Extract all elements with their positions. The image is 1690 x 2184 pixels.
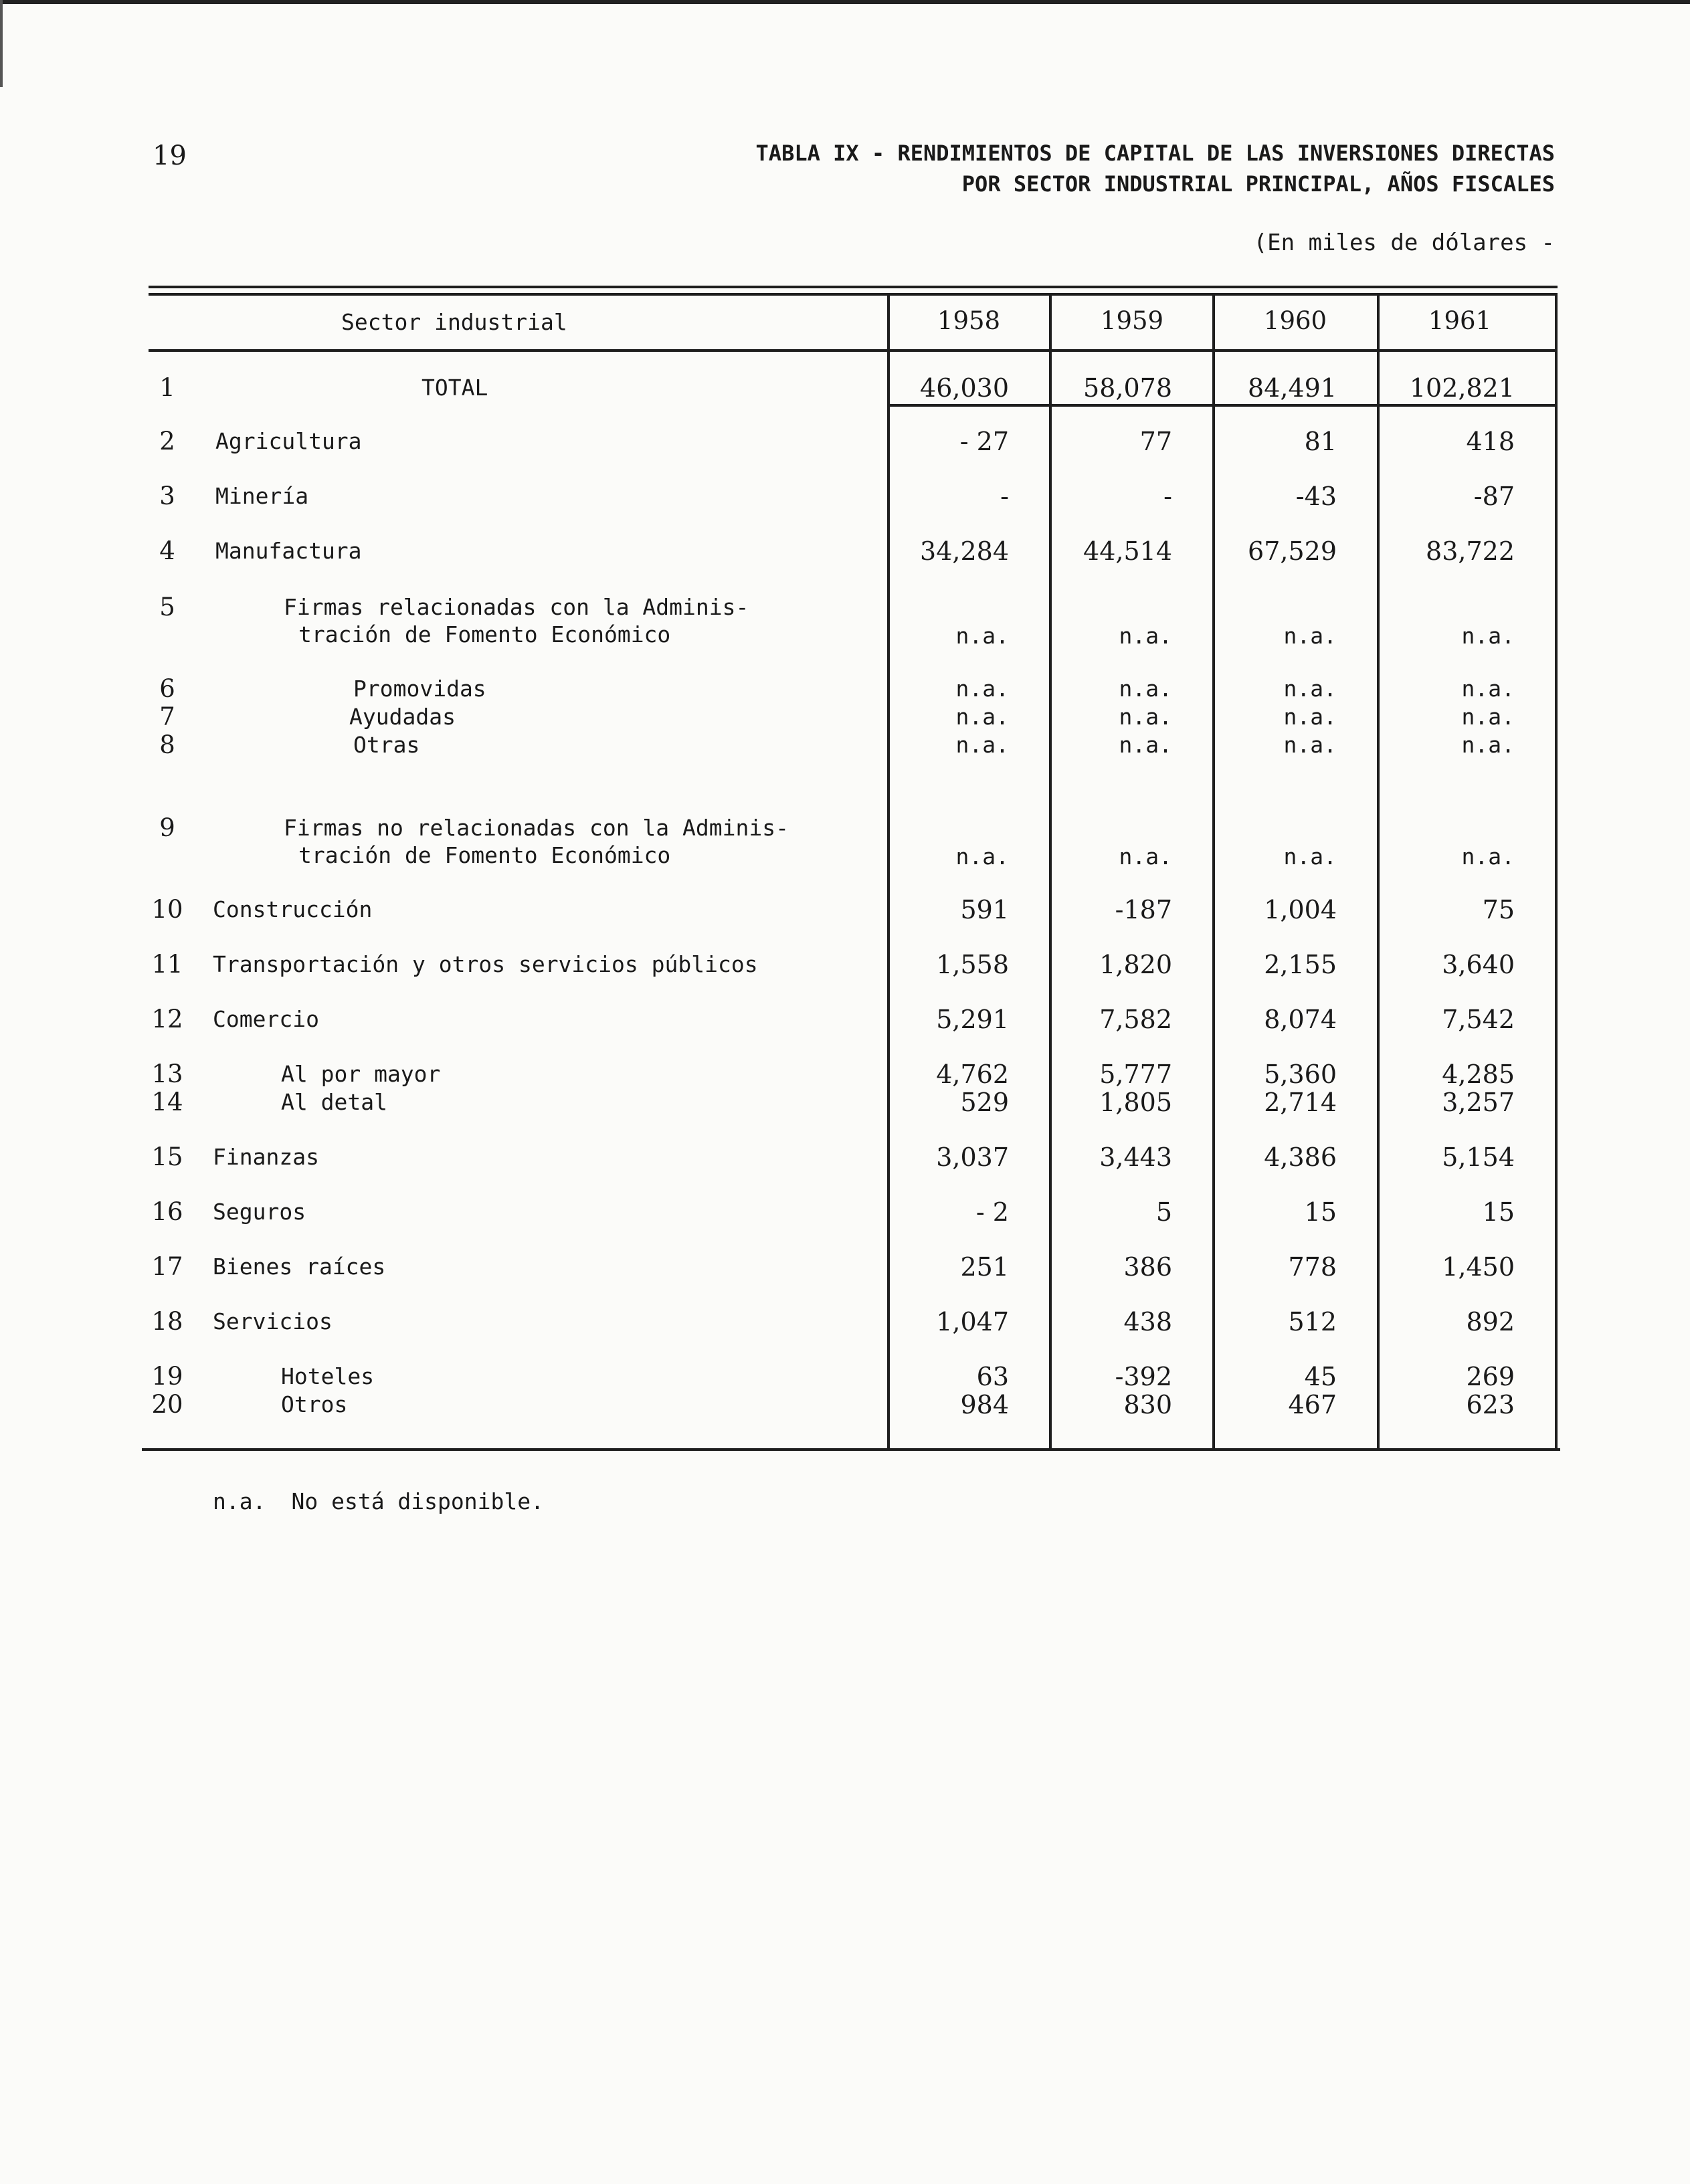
cell-value: n.a. [1119, 843, 1172, 870]
cell-value: n.a. [1283, 623, 1337, 649]
row-label: Ayudadas [349, 704, 456, 730]
cell-value: 5 [1155, 1197, 1172, 1227]
cell-value: 34,284 [920, 536, 1009, 566]
cell-value: 15 [1482, 1197, 1515, 1227]
row-number: 20 [151, 1390, 183, 1419]
cell-value: 44,514 [1083, 536, 1172, 566]
cell-value: 5,360 [1264, 1060, 1337, 1089]
cell-value: 1,450 [1442, 1252, 1515, 1282]
cell-value: -392 [1115, 1362, 1172, 1391]
page-edge-left [0, 0, 3, 87]
cell-value: n.a. [1119, 704, 1172, 730]
cell-value: - 27 [959, 427, 1009, 456]
row-label: Promovidas [353, 676, 486, 702]
row-number: 8 [159, 730, 175, 759]
cell-value: 45 [1304, 1362, 1337, 1391]
row-label: Otros [281, 1391, 348, 1417]
row-label: Bienes raíces [213, 1254, 386, 1280]
row-label: Firmas relacionadas con la Adminis- [284, 594, 749, 620]
cell-value: n.a. [1119, 676, 1172, 702]
cell-value: n.a. [955, 704, 1009, 730]
footnote [213, 1488, 544, 1514]
row-label-continued: tración de Fomento Económico [298, 621, 671, 648]
row-number: 13 [151, 1060, 183, 1088]
row-number: 18 [151, 1307, 183, 1336]
cell-value: 83,722 [1426, 536, 1515, 566]
row-label: Minería [215, 483, 309, 509]
cell-value: 3,037 [936, 1143, 1009, 1172]
units-note: (En miles de dólares - [1253, 229, 1555, 256]
cell-value: - [1163, 482, 1172, 511]
cell-value: 5,154 [1442, 1143, 1515, 1172]
row-number: 16 [151, 1197, 183, 1226]
cell-value: 778 [1288, 1252, 1337, 1282]
cell-value: 2,155 [1264, 950, 1337, 979]
cell-value: 438 [1123, 1307, 1172, 1336]
row-label: Manufactura [215, 538, 362, 564]
cell-value: n.a. [955, 843, 1009, 870]
header-year: 1958 [937, 306, 1001, 335]
row-number: 19 [151, 1362, 183, 1391]
row-number: 10 [151, 895, 183, 924]
cell-value: 58,078 [1083, 373, 1172, 403]
footnote-abbr: n.a. [213, 1488, 266, 1514]
row-number: 2 [159, 427, 175, 456]
cell-value: n.a. [955, 623, 1009, 649]
cell-value: 418 [1466, 427, 1515, 456]
row-label: Transportación y otros servicios públicos [213, 951, 758, 977]
row-label: TOTAL [421, 375, 488, 401]
cell-value: 1,047 [936, 1307, 1009, 1336]
cell-value: 2,714 [1264, 1088, 1337, 1117]
cell-value: 5,291 [936, 1005, 1009, 1034]
table-top-rule [149, 286, 1558, 288]
cell-value: n.a. [1119, 732, 1172, 758]
cell-value: 3,640 [1442, 950, 1515, 979]
cell-value: n.a. [1283, 732, 1337, 758]
header-year: 1960 [1263, 306, 1327, 335]
cell-value: -87 [1473, 482, 1515, 511]
cell-value: - 2 [975, 1197, 1009, 1227]
page-number: 19 [153, 140, 187, 171]
table-top-rule-2 [149, 293, 1558, 296]
total-underline [888, 404, 1558, 407]
row-label: Seguros [213, 1199, 306, 1225]
cell-value: n.a. [1283, 676, 1337, 702]
cell-value: n.a. [955, 676, 1009, 702]
cell-value: n.a. [955, 732, 1009, 758]
cell-value: n.a. [1461, 732, 1515, 758]
cell-value: 591 [960, 895, 1009, 924]
cell-value: 1,820 [1099, 950, 1172, 979]
header-sector: Sector industrial [341, 309, 567, 335]
row-label: Hoteles [281, 1363, 375, 1389]
table-title-line-1: TABLA IX - RENDIMIENTOS DE CAPITAL DE LAS INVERSIONES DIRECTAS [755, 140, 1555, 166]
row-number: 3 [159, 482, 175, 510]
row-label: Firmas no relacionadas con la Adminis- [284, 815, 789, 841]
row-number: 7 [159, 702, 175, 731]
header-year: 1959 [1100, 306, 1164, 335]
table-title [756, 138, 1555, 199]
cell-value: 102,821 [1409, 373, 1515, 403]
row-label: Finanzas [213, 1144, 319, 1170]
cell-value: n.a. [1461, 676, 1515, 702]
row-number: 12 [151, 1005, 183, 1033]
cell-value: 84,491 [1248, 373, 1337, 403]
cell-value: 512 [1288, 1307, 1337, 1336]
cell-value: 251 [960, 1252, 1009, 1282]
cell-value: 81 [1304, 427, 1337, 456]
table-bottom-rule [142, 1448, 1560, 1451]
cell-value: n.a. [1119, 623, 1172, 649]
cell-value: 7,542 [1442, 1005, 1515, 1034]
row-number: 15 [151, 1143, 183, 1171]
cell-value: n.a. [1283, 843, 1337, 870]
row-number: 5 [159, 593, 175, 621]
footnote-text: No está disponible. [291, 1488, 544, 1514]
cell-value: 830 [1123, 1390, 1172, 1419]
cell-value: 1,558 [936, 950, 1009, 979]
page-edge-top [0, 0, 1690, 4]
cell-value: 4,285 [1442, 1060, 1515, 1089]
row-label: Otras [353, 732, 420, 758]
cell-value: n.a. [1461, 623, 1515, 649]
cell-value: 4,386 [1264, 1143, 1337, 1172]
cell-value: 623 [1466, 1390, 1515, 1419]
cell-value: 269 [1466, 1362, 1515, 1391]
cell-value: - [1000, 482, 1009, 511]
row-label: Agricultura [215, 428, 362, 454]
cell-value: 5,777 [1099, 1060, 1172, 1089]
cell-value: n.a. [1283, 704, 1337, 730]
row-number: 11 [151, 950, 183, 979]
header-year: 1961 [1428, 306, 1492, 335]
cell-value: 3,257 [1442, 1088, 1515, 1117]
header-bottom-rule [149, 349, 1558, 352]
cell-value: 63 [976, 1362, 1009, 1391]
cell-value: 7,582 [1099, 1005, 1172, 1034]
row-number: 14 [151, 1088, 183, 1116]
cell-value: 67,529 [1248, 536, 1337, 566]
cell-value: 467 [1288, 1390, 1337, 1419]
cell-value: 892 [1466, 1307, 1515, 1336]
cell-value: 15 [1304, 1197, 1337, 1227]
cell-value: n.a. [1461, 843, 1515, 870]
cell-value: -187 [1115, 895, 1172, 924]
cell-value: 46,030 [920, 373, 1009, 403]
cell-value: n.a. [1461, 704, 1515, 730]
column-rule-5 [1555, 293, 1558, 1451]
row-number: 6 [159, 674, 175, 703]
table-title-line-2: POR SECTOR INDUSTRIAL PRINCIPAL, AÑOS FISCALES [961, 171, 1555, 197]
cell-value: 529 [960, 1088, 1009, 1117]
row-number: 17 [151, 1252, 183, 1281]
row-label-continued: tración de Fomento Económico [298, 842, 671, 868]
cell-value: 1,805 [1099, 1088, 1172, 1117]
row-label: Al por mayor [281, 1061, 441, 1087]
row-label: Servicios [213, 1308, 333, 1334]
cell-value: 75 [1482, 895, 1515, 924]
cell-value: 984 [960, 1390, 1009, 1419]
cell-value: 77 [1139, 427, 1172, 456]
cell-value: 386 [1123, 1252, 1172, 1282]
cell-value: 3,443 [1099, 1143, 1172, 1172]
cell-value: 4,762 [936, 1060, 1009, 1089]
cell-value: 8,074 [1264, 1005, 1337, 1034]
row-label: Al detal [281, 1089, 387, 1115]
row-label: Comercio [213, 1006, 319, 1032]
row-number: 1 [159, 373, 175, 402]
row-number: 9 [159, 813, 175, 842]
cell-value: -43 [1295, 482, 1337, 511]
row-number: 4 [159, 536, 175, 565]
cell-value: 1,004 [1264, 895, 1337, 924]
row-label: Construcción [213, 896, 373, 922]
